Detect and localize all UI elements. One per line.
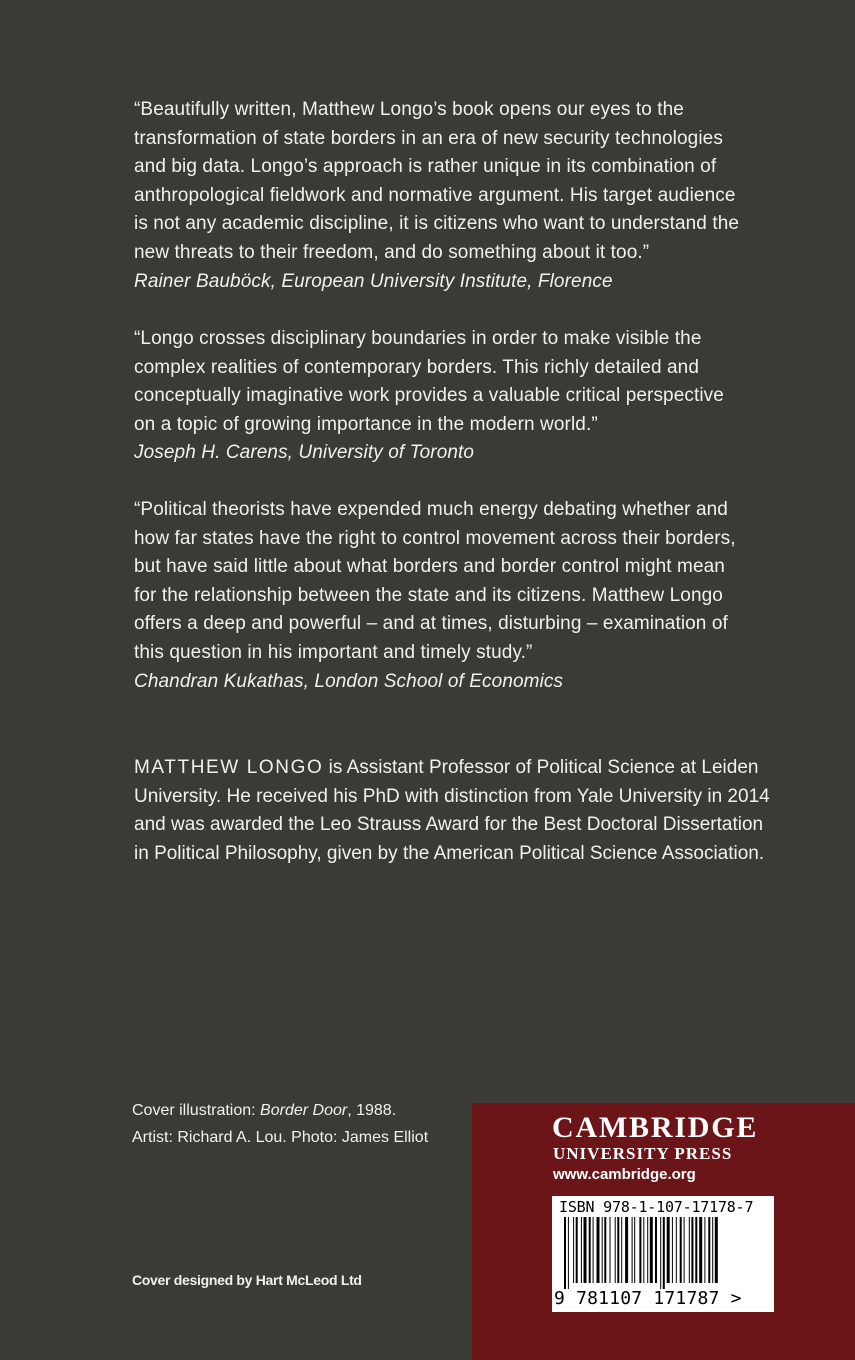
barcode-bar (667, 1217, 670, 1283)
illustration-credit (132, 1097, 472, 1124)
barcode-bar (621, 1217, 622, 1283)
barcode-bar (602, 1217, 603, 1283)
quote-line: on a topic of growing importance in the modern world.” (134, 413, 598, 435)
quote-line: “Political theorists have expended much energy debating whether and (134, 499, 728, 520)
bio-line: in Political Philosophy, given by the American Political Science Association. (134, 842, 765, 864)
quote-line: is not any academic discipline, it is citizens who want to understand the (134, 213, 740, 235)
barcode-bar (672, 1217, 673, 1283)
barcode-bar (615, 1217, 616, 1283)
review-quote-1 (134, 96, 794, 296)
barcode-bar (634, 1217, 635, 1283)
barcode-bar (691, 1217, 693, 1283)
barcode-bar (593, 1217, 594, 1283)
barcode-bar (576, 1217, 578, 1283)
barcode-box (552, 1196, 774, 1312)
quote-line: this question in his important and timely study.” (134, 641, 533, 663)
barcode-bar (568, 1217, 569, 1289)
barcode-icon (552, 1217, 774, 1289)
quote-line: new threats to their freedom, and do something about it too.” (134, 241, 650, 263)
quote-attribution: Chandran Kukathas, London School of Economics (134, 670, 564, 692)
barcode-bar (676, 1217, 677, 1283)
barcode-bar (695, 1217, 697, 1283)
barcode-bar (604, 1217, 606, 1283)
barcode-bar (639, 1217, 641, 1283)
review-quote-2 (134, 325, 794, 468)
bio-line: University. He received his PhD with distinction from Yale University in 2014 (134, 785, 770, 807)
quote-line: anthropological fieldwork and normative argument. His target audience (134, 184, 736, 206)
quote-line: conceptually imaginative work provides a valuable critical perspective (134, 385, 724, 407)
barcode-bar (699, 1217, 702, 1283)
isbn-label: ISBN 978-1-107-17178-7 (559, 1198, 754, 1216)
barcode-bar (689, 1217, 690, 1283)
barcode-bar (712, 1217, 713, 1283)
barcode-bar (680, 1217, 682, 1283)
barcode-digits: 9 781107 171787 > (554, 1288, 742, 1309)
quote-line: and big data. Longo’s approach is rather unique in its combination of (134, 156, 717, 178)
barcode-bar (610, 1217, 611, 1283)
bio-line-text: is Assistant Professor of Political Science at Leiden (323, 757, 759, 778)
author-bio (134, 754, 814, 868)
illustration-suffix: , 1988. (347, 1102, 397, 1119)
designer-credit: Cover designed by Hart McLeod Ltd (132, 1272, 362, 1288)
publisher-url: www.cambridge.org (553, 1166, 696, 1183)
barcode-bar (704, 1217, 705, 1283)
barcode-bar (715, 1217, 718, 1283)
barcode-bar (632, 1217, 633, 1283)
barcode-bar (655, 1217, 657, 1283)
barcode-bar (564, 1217, 566, 1289)
barcode-bar (617, 1217, 619, 1283)
barcode-bar (684, 1217, 685, 1283)
bio-line: and was awarded the Leo Strauss Award for the Best Doctoral Dissertation (134, 814, 764, 836)
quote-line: how far states have the right to control movement across their borders, (134, 527, 736, 549)
illustration-prefix: Cover illustration: (132, 1102, 261, 1119)
publisher-panel (472, 1103, 855, 1360)
bio-line (134, 754, 814, 783)
barcode-bar (643, 1217, 644, 1283)
quote-line: transformation of state borders in an era of new security technologies (134, 127, 723, 149)
barcode-bar (573, 1217, 574, 1283)
barcode-bar (650, 1217, 653, 1283)
quote-attribution: Rainer Bauböck, European University Institute, Florence (134, 270, 613, 292)
publisher-logo-name: CAMBRIDGE (552, 1111, 759, 1144)
publisher-subtitle: UNIVERSITY PRESS (553, 1144, 733, 1163)
quote-line: “Beautifully written, Matthew Longo’s book opens our eyes to the (134, 99, 684, 120)
quote-line: complex realities of contemporary borders. This richly detailed and (134, 356, 700, 378)
quote-line: “Longo crosses disciplinary boundaries in order to make visible the (134, 328, 702, 349)
barcode-bar (581, 1217, 582, 1283)
barcode-bar (647, 1217, 648, 1283)
barcode-bar (708, 1217, 710, 1283)
cover-credits (132, 1097, 472, 1151)
artist-credit: Artist: Richard A. Lou. Photo: James Elliot (132, 1129, 429, 1146)
barcode-bar (625, 1217, 628, 1283)
barcode-bar (589, 1217, 591, 1283)
barcode-bar (663, 1217, 665, 1289)
review-quote-3 (134, 496, 794, 696)
quote-line: for the relationship between the state and its citizens. Matthew Longo (134, 584, 723, 606)
quote-line: but have said little about what borders and border control might mean (134, 556, 725, 578)
illustration-title: Border Door (260, 1102, 348, 1119)
barcode-bar (584, 1217, 587, 1283)
quote-line: offers a deep and powerful – and at times, disturbing – examination of (134, 613, 728, 635)
barcode-bar (660, 1217, 661, 1289)
author-name: MATTHEW LONGO (134, 757, 324, 778)
barcode-bar (597, 1217, 600, 1283)
quote-attribution: Joseph H. Carens, University of Toronto (134, 442, 475, 464)
